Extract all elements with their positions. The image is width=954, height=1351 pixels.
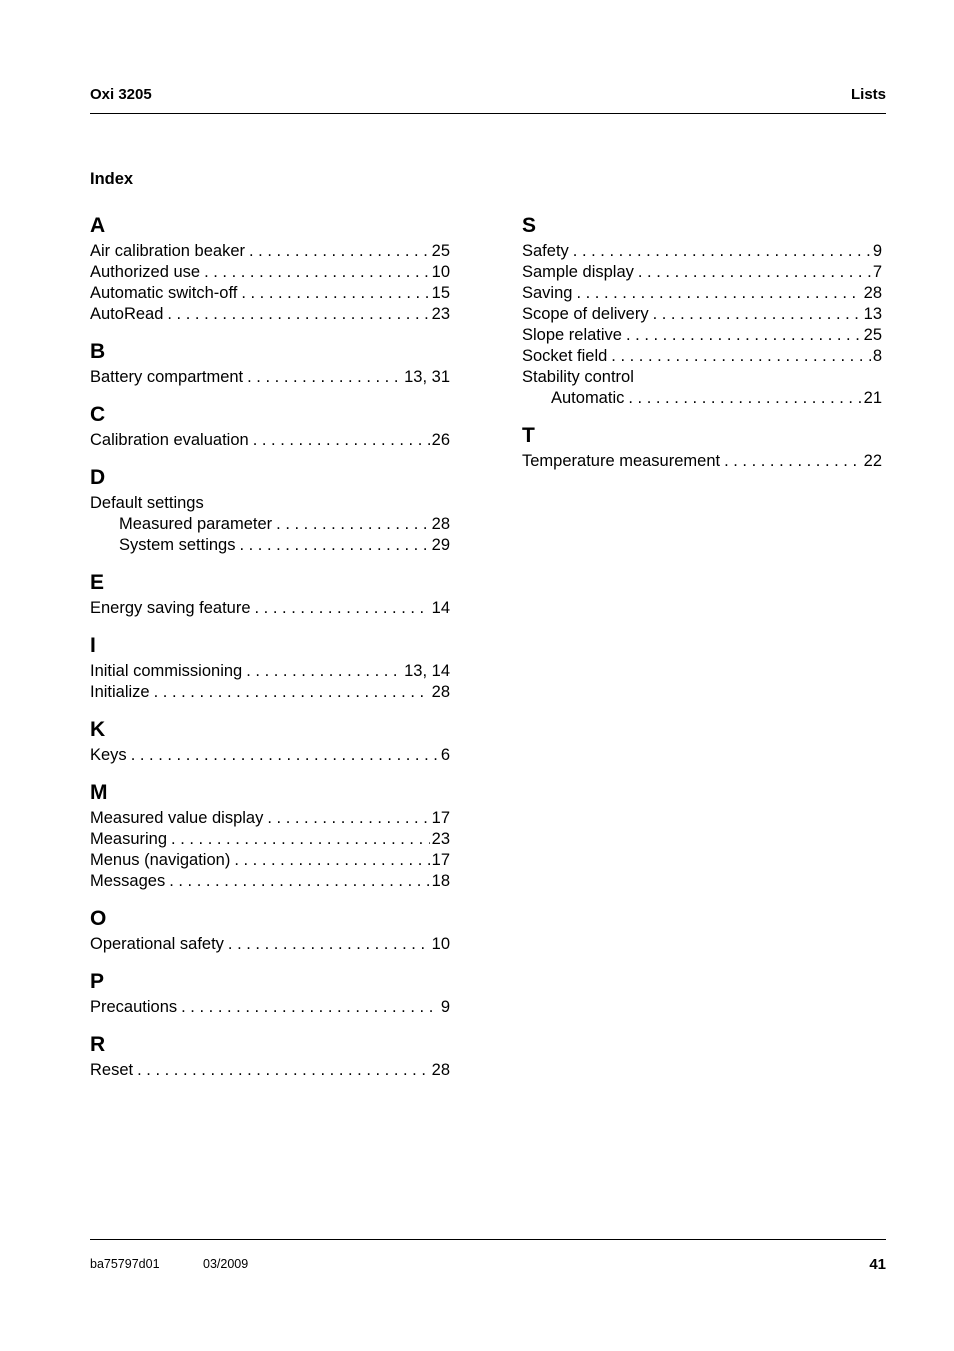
index-page-ref: 15: [431, 284, 450, 302]
index-page-ref: 17: [431, 809, 450, 827]
section-letter: D: [90, 466, 106, 489]
dot-leader: [131, 745, 439, 766]
dot-leader: [626, 325, 862, 346]
index-entry: [90, 661, 450, 682]
footer-page-number: 41: [869, 1256, 886, 1273]
index-term: Menus (navigation): [90, 851, 231, 869]
index-entry: [522, 451, 882, 472]
index-term: Sample display: [522, 263, 634, 281]
dot-leader: [181, 997, 439, 1018]
index-term: Energy saving feature: [90, 599, 251, 617]
index-term: Initial commissioning: [90, 662, 243, 680]
index-entry: [90, 430, 450, 451]
index-section-a: [90, 211, 450, 325]
section-letter: M: [90, 781, 108, 804]
index-term: Socket field: [522, 347, 608, 365]
index-entry: [522, 241, 882, 262]
index-term: Calibration evaluation: [90, 431, 249, 449]
index-entry: [522, 346, 882, 367]
index-page-ref: 10: [431, 263, 450, 281]
index-term: Safety: [522, 242, 569, 260]
dot-leader: [234, 850, 429, 871]
index-term: Authorized use: [90, 263, 201, 281]
index-page-ref: 8: [872, 347, 882, 365]
header-rule: [90, 113, 886, 114]
index-entry: [90, 514, 450, 535]
index-page-ref: 6: [440, 746, 450, 764]
index-entry: [522, 304, 882, 325]
index-page-ref: 10: [431, 935, 450, 953]
index-term: Automatic: [551, 389, 625, 407]
index-page-ref: 23: [431, 305, 450, 323]
section-letter: P: [90, 970, 105, 993]
dot-leader: [246, 661, 402, 682]
section-letter: A: [90, 214, 106, 237]
header-section-name: Lists: [850, 86, 886, 103]
dot-leader: [154, 682, 430, 703]
index-term: Precautions: [90, 998, 178, 1016]
header-product-name: Oxi 3205: [90, 86, 152, 103]
index-page-ref: 17: [431, 851, 450, 869]
page-title: Index: [90, 170, 134, 188]
footer-date: 03/2009: [203, 1257, 249, 1271]
index-page-ref: 13: [863, 305, 882, 323]
index-term: Air calibration beaker: [90, 242, 245, 260]
section-letter: B: [90, 340, 106, 363]
section-letter: S: [522, 214, 537, 237]
dot-leader: [638, 262, 871, 283]
index-entry: [90, 535, 450, 556]
dot-leader: [724, 451, 862, 472]
index-entry: [90, 871, 450, 892]
section-letter: K: [90, 718, 106, 741]
index-entry: [90, 598, 450, 619]
index-term: Scope of delivery: [522, 305, 649, 323]
index-entry: [90, 808, 450, 829]
dot-leader: [576, 283, 861, 304]
index-entry: [90, 829, 450, 850]
index-column-right: [522, 211, 882, 484]
index-entry: [90, 682, 450, 703]
index-section-b: [90, 337, 450, 388]
dot-leader: [255, 598, 430, 619]
index-page-ref: 9: [872, 242, 882, 260]
index-page-ref: 21: [863, 389, 882, 407]
index-term: Measured parameter: [119, 515, 273, 533]
dot-leader: [167, 304, 429, 325]
index-page-ref: 13, 31: [404, 368, 450, 386]
dot-leader: [239, 535, 429, 556]
index-entry: [522, 325, 882, 346]
dot-leader: [253, 430, 430, 451]
index-section-c: [90, 400, 450, 451]
index-entry: [90, 262, 450, 283]
dot-leader: [247, 367, 402, 388]
index-entry: [90, 934, 450, 955]
index-page-ref: 7: [872, 263, 882, 281]
dot-leader: [204, 262, 430, 283]
index-term: Messages: [90, 872, 166, 890]
index-entry: [522, 367, 882, 388]
index-page-ref: 28: [431, 1061, 450, 1079]
index-section-i: [90, 631, 450, 703]
section-letter: R: [90, 1033, 106, 1056]
dot-leader: [171, 829, 430, 850]
index-term: Saving: [522, 284, 573, 302]
index-section-d: [90, 463, 450, 556]
index-entry: [522, 283, 882, 304]
index-term: Slope relative: [522, 326, 622, 344]
index-term: AutoRead: [90, 305, 164, 323]
index-term: Measuring: [90, 830, 168, 848]
footer-rule: [90, 1239, 886, 1240]
index-entry: [90, 1060, 450, 1081]
index-page-ref: 13, 14: [404, 662, 450, 680]
index-page-ref: 22: [863, 452, 882, 470]
dot-leader: [653, 304, 862, 325]
index-term: Default settings: [90, 494, 204, 512]
index-entry: [90, 367, 450, 388]
dot-leader: [241, 283, 429, 304]
index-entry: [90, 304, 450, 325]
index-section-r: [90, 1030, 450, 1081]
dot-leader: [611, 346, 871, 367]
index-entry: [522, 262, 882, 283]
index-page-ref: 25: [431, 242, 450, 260]
index-entry: [90, 850, 450, 871]
index-page-ref: 28: [863, 284, 882, 302]
index-entry: [522, 388, 882, 409]
index-term: Initialize: [90, 683, 150, 701]
index-entry: [90, 283, 450, 304]
dot-leader: [267, 808, 429, 829]
index-term: Stability control: [522, 368, 634, 386]
section-letter: C: [90, 403, 106, 426]
index-page-ref: 26: [431, 431, 450, 449]
section-letter: E: [90, 571, 105, 594]
index-page-ref: 14: [431, 599, 450, 617]
index-term: Measured value display: [90, 809, 264, 827]
index-column-left: [90, 211, 450, 1093]
footer-doc-id: ba75797d01: [90, 1257, 160, 1271]
dot-leader: [573, 241, 871, 262]
index-entry: [90, 493, 450, 514]
index-section-e: [90, 568, 450, 619]
dot-leader: [628, 388, 861, 409]
dot-leader: [169, 871, 429, 892]
index-page-ref: 9: [440, 998, 450, 1016]
index-page-ref: 25: [863, 326, 882, 344]
index-entry: [90, 997, 450, 1018]
section-letter: O: [90, 907, 107, 930]
index-section-m: [90, 778, 450, 892]
dot-leader: [228, 934, 430, 955]
section-letter: I: [90, 634, 96, 657]
index-page-ref: 28: [431, 515, 450, 533]
index-term: System settings: [119, 536, 236, 554]
index-term: Automatic switch-off: [90, 284, 238, 302]
index-term: Temperature measurement: [522, 452, 721, 470]
index-section-t: [522, 421, 882, 472]
index-term: Battery compartment: [90, 368, 244, 386]
index-page-ref: 29: [431, 536, 450, 554]
index-section-s: [522, 211, 882, 409]
index-entry: [90, 241, 450, 262]
index-term: Reset: [90, 1061, 134, 1079]
section-letter: T: [522, 424, 535, 447]
index-entry: [90, 745, 450, 766]
index-term: Keys: [90, 746, 127, 764]
index-page-ref: 18: [431, 872, 450, 890]
index-section-p: [90, 967, 450, 1018]
index-page-ref: 23: [431, 830, 450, 848]
index-section-o: [90, 904, 450, 955]
dot-leader: [137, 1060, 430, 1081]
index-page-ref: 28: [431, 683, 450, 701]
index-term: Operational safety: [90, 935, 224, 953]
dot-leader: [249, 241, 430, 262]
dot-leader: [276, 514, 429, 535]
index-section-k: [90, 715, 450, 766]
